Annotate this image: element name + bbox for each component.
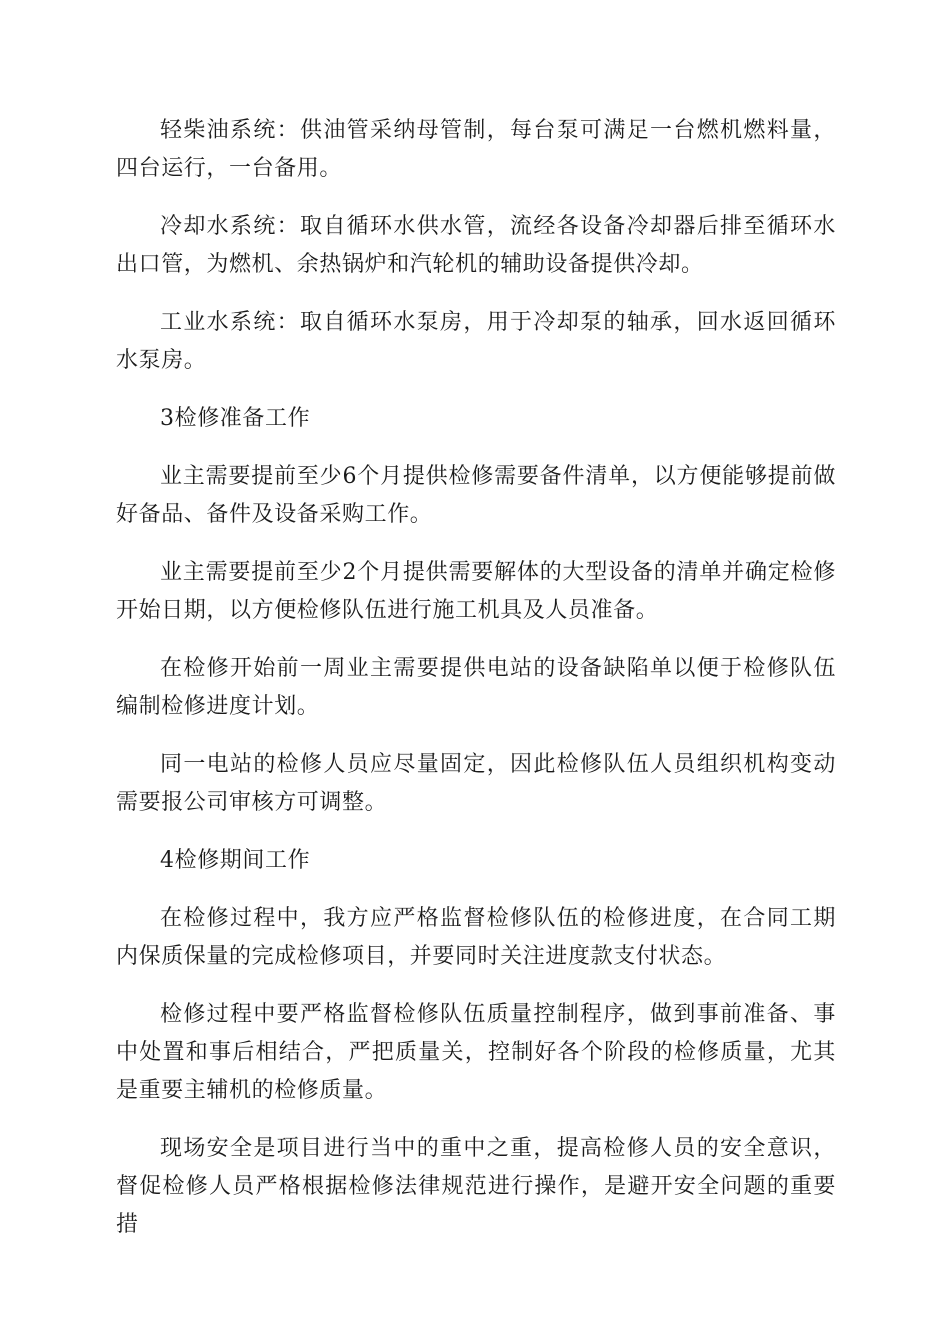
paragraph-light-diesel-system: 轻柴油系统：供油管采纳母管制，每台泵可满足一台燃机燃料量，四台运行，一台备用。 — [116, 118, 836, 181]
paragraph-defect-list: 在检修开始前一周业主需要提供电站的设备缺陷单以便于检修队伍编制检修进度计划。 — [116, 656, 836, 719]
paragraph-site-safety: 现场安全是项目进行当中的重中之重，提高检修人员的安全意识，督促检修人员严格根据检修法律规范进行操作，是避开安全问题的重要措 — [116, 1136, 836, 1237]
document-body — [116, 112, 836, 1264]
paragraph-quality-control: 检修过程中要严格监督检修队伍质量控制程序，做到事前准备、事中处置和事后相结合，严把质量关，控制好各个阶段的检修质量，尤其是重要主辅机的检修质量。 — [116, 1002, 836, 1103]
paragraph-large-equipment-list: 业主需要提前至少2个月提供需要解体的大型设备的清单并确定检修开始日期，以方便检修队伍进行施工机具及人员准备。 — [116, 560, 836, 623]
paragraph-cooling-water-system: 冷却水系统：取自循环水供水管，流经各设备冷却器后排至循环水出口管，为燃机、余热锅炉和汽轮机的辅助设备提供冷却。 — [116, 214, 836, 277]
section-heading-maintenance-period: 4检修期间工作 — [160, 848, 311, 873]
paragraph-industrial-water-system: 工业水系统：取自循环水泵房，用于冷却泵的轴承，回水返回循环水泵房。 — [116, 310, 836, 373]
section-heading-maintenance-preparation: 3检修准备工作 — [160, 406, 311, 431]
paragraph-personnel-fixed: 同一电站的检修人员应尽量固定，因此检修队伍人员组织机构变动需要报公司审核方可调整。 — [116, 752, 836, 815]
paragraph-progress-supervision: 在检修过程中，我方应严格监督检修队伍的检修进度，在合同工期内保质保量的完成检修项目，并要同时关注进度款支付状态。 — [116, 906, 836, 969]
paragraph-spare-parts-list: 业主需要提前至少6个月提供检修需要备件清单，以方便能够提前做好备品、备件及设备采购工作。 — [116, 464, 836, 527]
